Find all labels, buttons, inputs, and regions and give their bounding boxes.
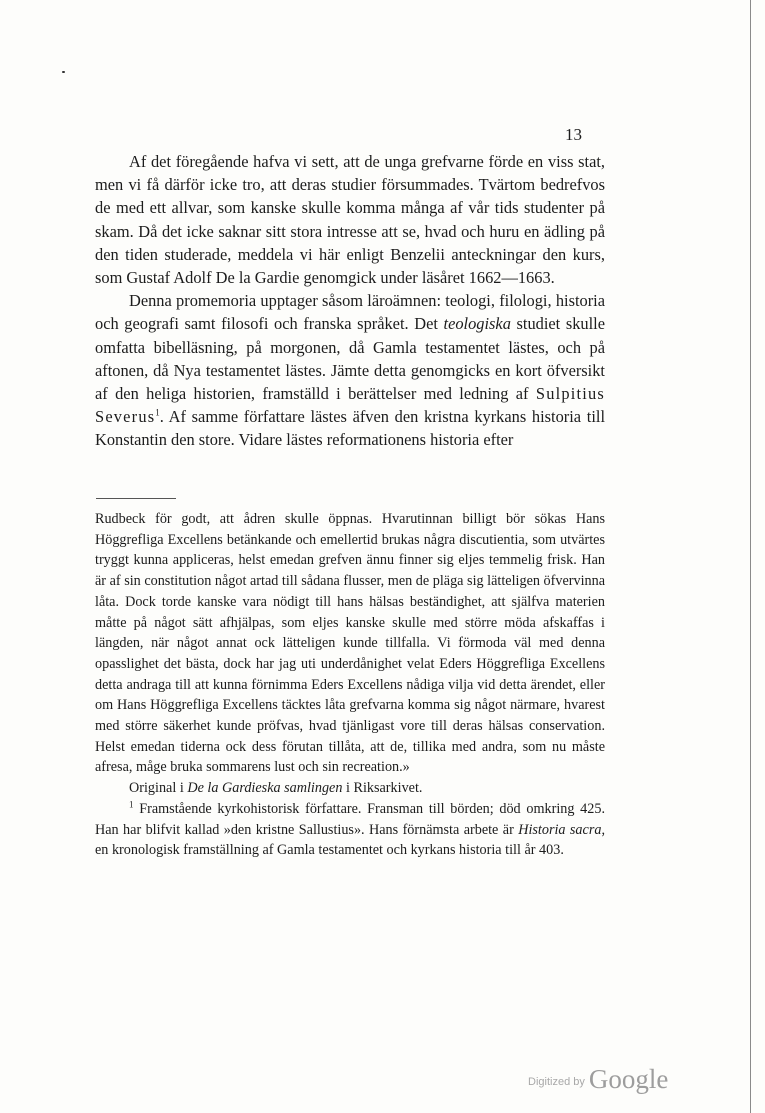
paragraph-2 <box>95 289 605 451</box>
digitized-watermark <box>528 1064 668 1095</box>
footnote-area <box>95 509 605 861</box>
main-text <box>95 150 605 452</box>
paragraph-2-text-b: studiet skulle omfatta bibelläsning, på morgonen, då Gamla testamentet lästes, och på aftonen, då Nya testamentet lästes. Jämte detta genomgicks en kort öfversikt af den heliga historien, framställd i berättelser med ledning af <box>95 314 605 404</box>
watermark-prefix: Digitized by <box>528 1076 585 1088</box>
source-note-a: Original i <box>129 780 188 797</box>
quoted-letter: Rudbeck för godt, att ådren skulle öppnas. Hvarutinnan billigt bör sökas Hans Höggrefliga Excellens betänkande och emellertid brukas några discutientia, som utvärtes tryggt kunna appliceras, helst emedan grefven ännu finner sig eljes temmelig frisk. Han är af sin constitution något artad till sådana flusser, men de pläga sig lätteligen öfvervinna låta. Dock torde kanske vara nödigt till hans hälsas beständighet, att själfva materien måtte på något sätt afhjälpas, som eljes kanske skulle med större möda afskaffas i längden, när något annat ock lätteligen kunde tillfalla. Vi förmoda väl med denna opasslighet det bästa, dock har jag uti underdånighet velat Eders Höggrefliga Excellens detta andraga till att kunna förnimma Eders Excellens nådiga vilja vid detta ärendet, eller om Hans Höggrefliga Excellens täcktes låta grefvarna komma sig något närmare, hvarest med större säkerhet kunde pröfvas, hvad tjänligast vore till deras hälsas conservation. Helst emedan tiderna ock dess förutan tillåta, att de, tillika med andra, som nu måste afresa, måge bruka sommarens lust och sin recreation.» <box>95 511 605 776</box>
watermark-brand: Google <box>588 1064 669 1094</box>
page-number: 13 <box>565 125 582 144</box>
paragraph-1: Af det föregående hafva vi sett, att de unga grefvarne förde en viss stat, men vi få därför icke tro, att deras studier försummades. Tvärtom bedrefvos de med ett allvar, som kanske skulle komma många af vår tids studenter på skam. Då det icke saknar sitt stora intresse att se, hvad och huru en ädling på den tiden studerade, meddela vi här enligt Benzelii anteckningar den kurs, som Gustaf Adolf De la Gardie genomgick under läsåret 1662—1663. <box>95 152 605 288</box>
footnote-rule <box>96 498 176 499</box>
footnote-1-italic: Historia sacra <box>518 821 602 838</box>
scan-speck <box>62 71 65 73</box>
paragraph-2-text-c: . Af samme författare lästes äfven den kristna kyrkans historia till Konstantin den store. Vidare lästes reformationens historia efter <box>95 407 605 450</box>
footnote-1-b: , en kronologisk framställning af Gamla testamentet och kyrkans historia till år 403. <box>95 821 605 859</box>
author-name-spaced: Sulpitius Severus <box>95 384 605 427</box>
paragraph-2-text-a: Denna promemoria upptager såsom läroämnen: teologi, filologi, historia och geografi samt filosofi och franska språket. Det <box>95 291 605 334</box>
source-note-italic: De la Gardieska samlingen <box>187 780 343 797</box>
paragraph-2-italic: teologiska <box>443 314 511 334</box>
source-note-b: i Riksarkivet. <box>342 780 423 797</box>
footnote-1 <box>95 799 605 861</box>
source-note <box>95 778 605 799</box>
page-edge-line <box>750 0 751 1113</box>
footnote-ref: 1 <box>155 407 160 418</box>
footnote-1-a: Framstående kyrkohistorisk författare. Fransman till börden; död omkring 425. Han har blifvit kallad »den kristne Sallustius». Hans förnämsta arbete är <box>95 800 605 838</box>
footnote-number: 1 <box>129 799 134 810</box>
